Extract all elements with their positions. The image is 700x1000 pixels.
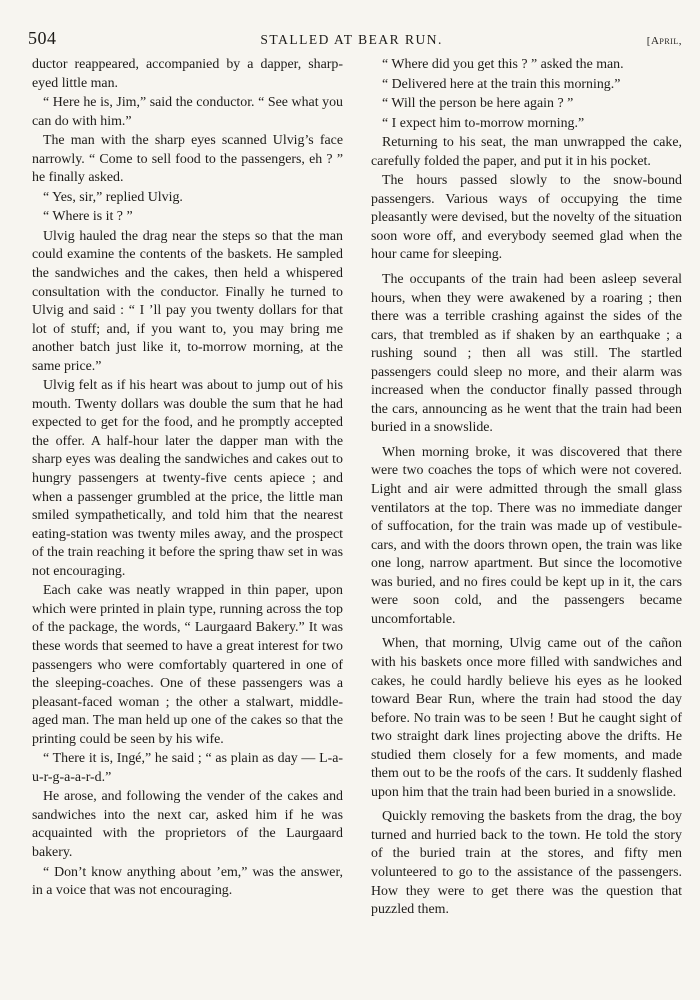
paragraph: “ Delivered here at the train this morning.” — [382, 76, 621, 92]
right-column — [371, 56, 682, 981]
paragraph: “ Where did you get this ? ” asked the man. — [382, 57, 624, 72]
paragraph: “ Will the person be here again ? ” — [382, 96, 574, 112]
paragraph: “ Yes, sir,” replied Ulvig. — [43, 189, 183, 205]
paragraph: He arose, and following the vender of the cakes and sandwiches into the next car, asked him if he was acquainted with the proprietors of the Laurgaard bakery. — [32, 789, 343, 860]
left-column — [32, 56, 343, 981]
paragraph: Ulvig felt as if his heart was about to jump out of his mouth. Twenty dollars was double the sum that he had expected to get for the food, and he promptly accepted the offer. A half-hour later the dapper man with the sharp eyes was dealing the sandwiches and cakes out to hungry passengers at twenty-five cents apiece ; and when a passenger grumbled at the price, the little man smiled sympathetically, and told him that the nearest eating-station was twenty miles away, and the prospect of the train reaching it before the spring thaw set in was not encouraging. — [32, 378, 343, 579]
paragraph: “ Don’t know anything about ’em,” was the answer, in a voice that was not encouraging. — [32, 864, 343, 899]
issue-label: [April, — [646, 35, 682, 47]
paragraph: Returning to his seat, the man unwrapped the cake, carefully folded the paper, and put it in his pocket. — [371, 135, 682, 169]
paragraph: ductor reappeared, accompanied by a dapper, sharp-eyed little man. — [32, 57, 343, 91]
paragraph: “ Where is it ? ” — [43, 209, 133, 225]
paragraph: Quickly removing the baskets from the drag, the boy turned and hurried back to the town. He told the story of the buried train at the stores, and fifty men volunteered to go to the assistance of the passengers. How they were to get there was the question that puzzled them. — [371, 809, 682, 918]
paragraph: The occupants of the train had been asleep several hours, when they were awakened by a roaring ; then there was a terrible crashing against the sides of the cars, that trembled as if shaken by an earthquake ; a rushing sound ; then all was still. The startled passengers could sleep no more, and their alarm was increased when the conductor finally passed through the cars, announcing as he went that the train had been buried in a snowslide. — [371, 272, 682, 436]
paragraph: When, that morning, Ulvig came out of the cañon with his baskets once more filled with sandwiches and cakes, he could hardly believe his eyes as he looked toward Bear Run, where the train had stood the day before. No train was to be seen ! But he caught sight of two straight dark lines projecting above the drifts. He studied them closely for a few moments, and made them out to be the roofs of the cars. It suddenly flashed upon him that the train had been buried in a snowslide. — [371, 636, 682, 800]
running-title: STALLED AT BEAR RUN. — [260, 32, 443, 47]
paragraph: The man with the sharp eyes scanned Ulvig’s face narrowly. “ Come to sell food to the passengers, eh ? ” he finally asked. — [32, 133, 343, 186]
paragraph: Ulvig hauled the drag near the steps so that the man could examine the contents of the baskets. He sampled the sandwiches and the cakes, then held a whispered consultation with the conductor. Finally he turned to Ulvig and said : “ I ’ll pay you twenty dollars for that lot of stuff; and, if you want to, you may bring me another batch just like it, to-morrow morning, at the same price.” — [32, 228, 343, 374]
paragraph: “ I expect him to-morrow morning.” — [382, 115, 585, 131]
paragraph: The hours passed slowly to the snow-bound passengers. Various ways of occupying the time pleasantly were devised, but the novelty of the situation soon wore off, and everybody seemed glad when the hour came for sleeping. — [371, 173, 682, 263]
page-header — [28, 28, 682, 52]
paragraph: “ There it is, Ingé,” he said ; “ as plain as day — L-a-u-r-g-a-a-r-d.” — [32, 751, 343, 785]
paragraph: Each cake was neatly wrapped in thin paper, upon which were printed in plain type, running across the top of the package, the words, “ Laurgaard Bakery.” It was these words that seemed to have a great interest for two passengers who were comfortably quartered in one of the sleeping-coaches. One of these passengers was a pleasant-faced woman ; the other a stalwart, middle-aged man. The man held up one of the cakes so that the printing could be seen by his wife. — [32, 583, 343, 747]
paragraph: When morning broke, it was discovered that there were two coaches the tops of which were not covered. Light and air were admitted through the small glass ventilators at the top. There was no immediate danger of suffocation, for the train was made up of vestibule-cars, and with the doors thrown open, the train was like one long, narrow apartment. But since the locomotive was buried, and no fires could be kept up in it, the cars were soon cold, and the passengers became uncomfortable. — [371, 444, 682, 627]
paragraph: “ Here he is, Jim,” said the conductor. “ See what you can do with him.” — [32, 95, 343, 129]
page-number: 504 — [28, 28, 57, 48]
